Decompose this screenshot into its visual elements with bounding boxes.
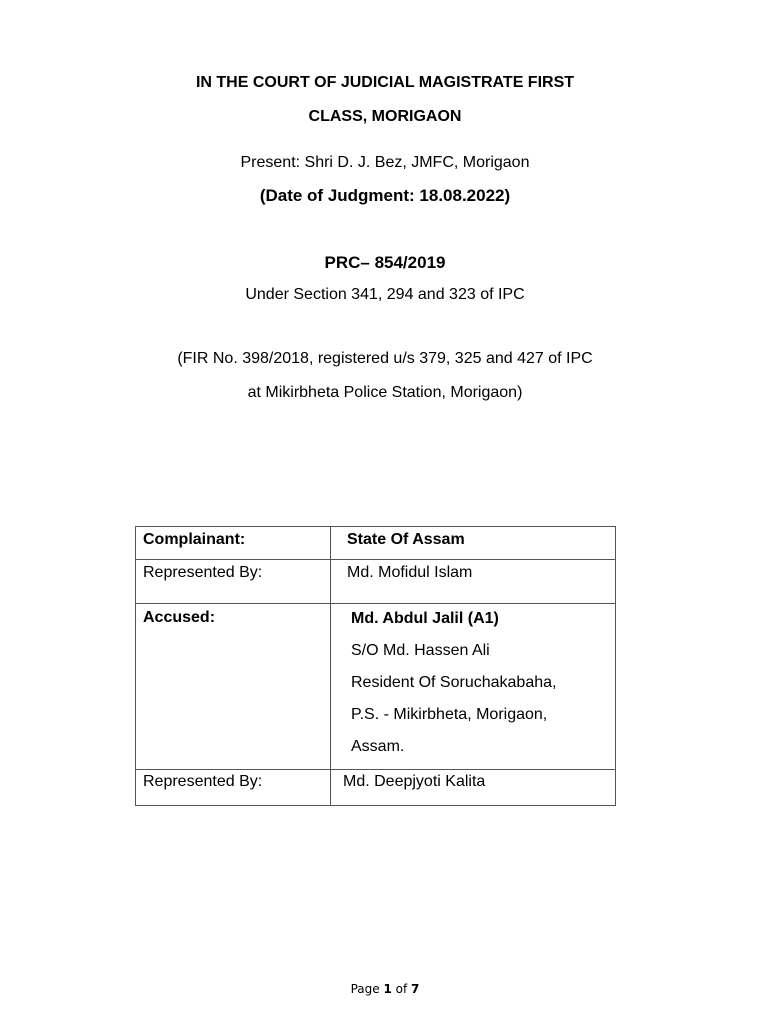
case-number: PRC– 854/2019 — [324, 253, 446, 272]
present-judge: Present: Shri D. J. Bez, JMFC, Morigaon — [240, 154, 530, 171]
accused-residence: Resident Of Soruchakabaha, — [351, 674, 557, 691]
page-of: of — [391, 982, 412, 996]
accused-parent: S/O Md. Hassen Ali — [351, 642, 490, 659]
complainant-label: Complainant: — [136, 527, 331, 560]
court-title-line-2: CLASS, MORIGAON — [308, 108, 462, 125]
fir-details-line-2: at Mikirbheta Police Station, Morigaon) — [247, 384, 523, 401]
complainant-row — [136, 527, 616, 560]
accused-representative-row — [136, 770, 616, 806]
accused-name: Md. Abdul Jalil (A1) — [351, 610, 499, 627]
parties-table — [135, 526, 616, 806]
complainant-rep-label: Represented By: — [136, 560, 331, 604]
complainant-representative-row — [136, 560, 616, 604]
page-prefix: Page — [350, 982, 384, 996]
accused-row — [136, 604, 616, 770]
page-total: 7 — [411, 982, 420, 996]
complainant-rep-value: Md. Mofidul Islam — [331, 560, 616, 604]
accused-police-station: P.S. - Mikirbheta, Morigaon, — [351, 706, 548, 723]
page-current: 1 — [383, 982, 392, 996]
accused-state: Assam. — [351, 738, 405, 755]
case-sections: Under Section 341, 294 and 323 of IPC — [245, 286, 525, 303]
accused-label: Accused: — [136, 604, 331, 770]
accused-rep-value: Md. Deepjyoti Kalita — [331, 770, 616, 806]
fir-details-line-1: (FIR No. 398/2018, registered u/s 379, 325 and 427 of IPC — [177, 350, 593, 367]
accused-rep-label: Represented By: — [136, 770, 331, 806]
complainant-value: State Of Assam — [331, 527, 616, 560]
court-title-line-1: IN THE COURT OF JUDICIAL MAGISTRATE FIRST — [195, 74, 575, 91]
judgment-date: (Date of Judgment: 18.08.2022) — [259, 186, 511, 205]
accused-details — [331, 604, 616, 770]
page-number-footer — [0, 982, 770, 996]
